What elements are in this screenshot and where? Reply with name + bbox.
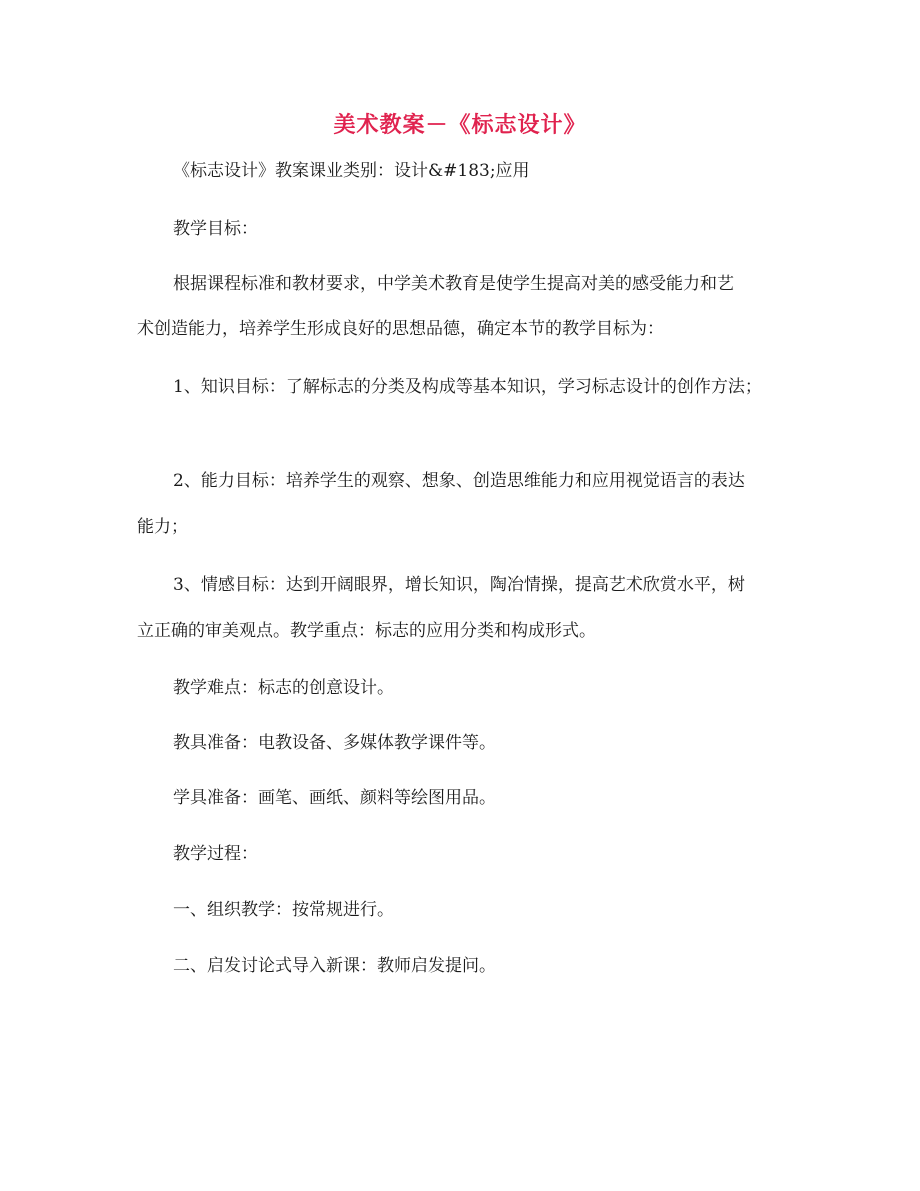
document-title: 美术教案－《标志设计》 — [333, 113, 587, 138]
teaching-objectives-heading: 教学目标： — [173, 219, 258, 239]
ability-objective-line-2: 能力； — [137, 517, 188, 537]
course-category-line: 《标志设计》教案课业类别：设计&#183;应用 — [173, 161, 530, 181]
emotion-objective-line-1: 3、情感目标：达到开阔眼界，增长知识，陶冶情操，提高艺术欣赏水平，树 — [173, 575, 745, 595]
student-supplies: 学具准备：画笔、画纸、颜料等绘图用品。 — [173, 788, 496, 808]
emotion-objective-line-2: 立正确的审美观点。教学重点：标志的应用分类和构成形式。 — [137, 621, 596, 641]
knowledge-objective: 1、知识目标：了解标志的分类及构成等基本知识，学习标志设计的创作方法； — [173, 377, 762, 397]
teaching-equipment: 教具准备：电教设备、多媒体教学课件等。 — [173, 733, 496, 753]
objectives-intro-line-1: 根据课程标准和教材要求，中学美术教育是使学生提高对美的感受能力和艺 — [173, 274, 734, 294]
process-step-1: 一、组织教学：按常规进行。 — [173, 900, 394, 920]
teaching-process-heading: 教学过程： — [173, 844, 258, 864]
teaching-difficulty: 教学难点：标志的创意设计。 — [173, 678, 394, 698]
process-step-2: 二、启发讨论式导入新课：教师启发提问。 — [173, 956, 496, 976]
ability-objective-line-1: 2、能力目标：培养学生的观察、想象、创造思维能力和应用视觉语言的表达 — [173, 471, 745, 491]
objectives-intro-line-2: 术创造能力，培养学生形成良好的思想品德，确定本节的教学目标为： — [137, 319, 664, 339]
